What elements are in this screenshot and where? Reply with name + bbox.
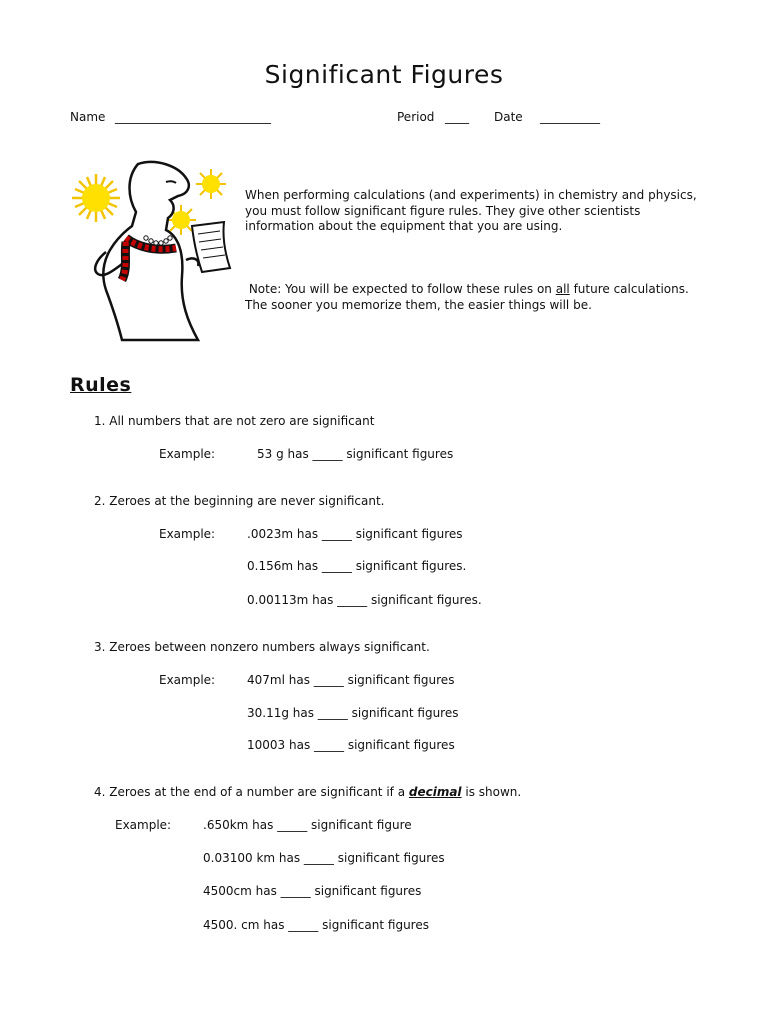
rule-1: 1. All numbers that are not zero are significant <box>94 414 375 428</box>
rule-4-emphasis: decimal <box>408 785 462 799</box>
singer-cartoon-illustration <box>66 156 246 346</box>
example-item: 4500cm has _____ significant figures <box>203 884 422 898</box>
example-item: 0.00113m has _____ significant figures. <box>247 593 482 607</box>
intro-paragraph: When performing calculations (and experiments) in chemistry and physics, you must follow significant figure rules. They give other scientists information about the equipment that you are using. <box>245 188 697 233</box>
example-item: 10003 has _____ significant figures <box>247 738 455 752</box>
name-label: Name <box>70 110 106 124</box>
date-label: Date <box>494 110 523 124</box>
sun-burst-right-icon <box>196 169 226 199</box>
rule-4-text-end: is shown. <box>461 785 522 799</box>
period-blank[interactable]: ____ <box>445 110 469 124</box>
name-blank[interactable]: __________________________ <box>115 110 271 124</box>
rule-2: 2. Zeroes at the beginning are never significant. <box>94 494 385 508</box>
example-item: 0.156m has _____ significant figures. <box>247 559 467 573</box>
note-text-end: future calculations. The sooner you memorize them, the easier things will be. <box>245 282 689 312</box>
example-item: 53 g has _____ significant figures <box>257 447 454 461</box>
note-emphasis: all <box>555 282 570 296</box>
intro-note <box>245 282 705 313</box>
example-label: Example: <box>159 673 216 687</box>
rule-4-text-start: 4. Zeroes at the end of a number are significant if a <box>94 785 409 799</box>
example-item: 30.11g has _____ significant figures <box>247 706 459 720</box>
note-text-start: Note: You will be expected to follow these rules on <box>248 282 556 296</box>
example-item: 0.03100 km has _____ significant figures <box>203 851 445 865</box>
example-item: 407ml has _____ significant figures <box>247 673 455 687</box>
example-item: .0023m has _____ significant figures <box>247 527 463 541</box>
example-label: Example: <box>159 527 216 541</box>
rules-heading: Rules <box>70 374 132 396</box>
rule-4 <box>94 785 521 799</box>
example-label: Example: <box>159 447 216 461</box>
sun-burst-left-icon <box>72 174 120 222</box>
example-item: 4500. cm has _____ significant figures <box>203 918 429 932</box>
rule-3: 3. Zeroes between nonzero numbers always significant. <box>94 640 430 654</box>
example-label: Example: <box>115 818 172 832</box>
period-label: Period <box>397 110 435 124</box>
page-title: Significant Figures <box>264 60 504 89</box>
date-blank[interactable]: __________ <box>540 110 600 124</box>
example-item: .650km has _____ significant figure <box>203 818 412 832</box>
